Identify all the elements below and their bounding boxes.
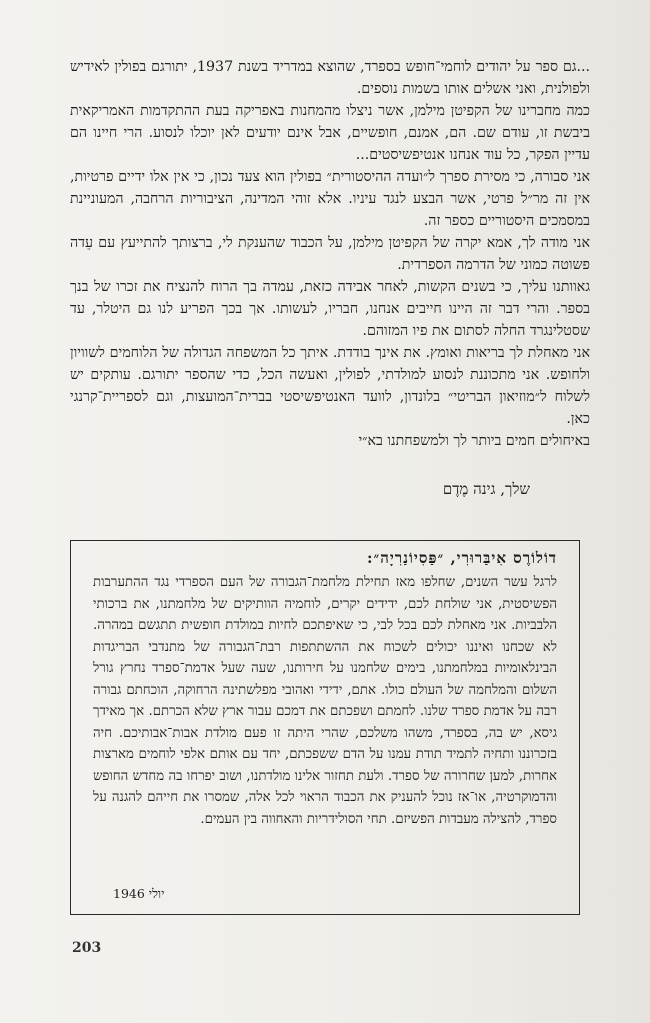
letter-signature: שלך, גינה מֶדֶם bbox=[442, 480, 530, 498]
letter-paragraph-5: גאוותנו עליך, כי בשנים הקשות, לאחר אבידה כזאת, עמדה בך הרוח להנציח את זכרו של בנך בספר. והרי דבר זה היינו חייבים אנחנו, חבריו, לעשותו. אך בכך הפריע לנו גם היטלר, עד שסטלינגרד החלה לסתום את פיו המזוהם. bbox=[70, 279, 590, 339]
quote-box-body: לרגל עשר השנים, שחלפו מאז תחילת מלחמת־הגבורה של העם הספרדי נגד ההתערבות הפשיסטית, אני שולחת לכם, ידידים יקרים, לוחמיה הוותיקים של מלחמתנו, את ברכותי הלבביות. אני מאחלת לכם בכל לבי, כי שאיפתכם לחיות במולדת חופשית תתגשם במהרה. לא שכחנו ואיננו יכולים לשכוח את ההשתתפות רבת־הגבורה של מתנדבי הבריגדות הבינלאומיות במלחמתנו, בימים שלחמנו על חירותנו, שעה שעל אדמת־ספרד נחרץ גורל השלום והמלחמה של העולם כולו. אתם, ידידי ואהובי מפלשתינה הרחוקה, הוכחתם גבורה רבה על אדמת ספרד שלנו. לחמתם ושפכתם את דמכם עבור ארץ שלא הכרתם. אך מאידך גיסא, יש בה, בספרד, משהו משלכם, שהרי היתה זו פעם מולדת אבות־אבותיכם. חיה בזכרוננו ותחיה לתמיד תודת עמנו על הדם ששפכתם, יחד עם אותם אלפי לוחמים מארצות אחרות, למען שחרורה של ספרד. ולעת תחזור אלינו מולדתנו, ושוב יפרחו בה מחדש החופש והדמוקרטיה, או־אז נוכל להעניק את הכבוד הראוי לכל אלה, שמסרו את חייהם להגנה על ספרד, להצילה מעבדות הפשיזם. תחי הסולידריות והאחווה בין העמים. bbox=[93, 575, 558, 827]
letter-paragraph-3: אני סבורה, כי מסירת ספרך ל״ועדה ההיסטורית״ בפולין הוא צעד נכון, כי אין אלו ידיים פרטיות, אין זה מר״ל פרטי, אשר הבצע לנגד עיניו. אלא זוהי המדינה, הציבוריות הרחבה, המעוניינת במסמכים היסטוריים כספר זה. bbox=[70, 169, 590, 229]
quote-box-date: יולי 1946 bbox=[113, 886, 165, 901]
quote-box-title: דוֹלוֹרֶס אִיבַּרוּרִי, ״פַּסִיוֹנַרִיָה״: bbox=[367, 549, 557, 567]
letter-paragraph-2: כמה מחברינו של הקפיטן מילמן, אשר ניצלו מהמחנות באפריקה בעת ההתקדמות האמריקאית ביבשת זו, עודם שם. הם, אמנם, חופשיים, אבל אינם יודעים לאן יוכלו לנסוע. הרי חיינו הם עדיין הפקר, כל עוד אנחנו אנטיפשיסטים... bbox=[70, 103, 590, 163]
letter-paragraph-6: אני מאחלת לך בריאות ואומץ. את אינך בודדת. איתך כל המשפחה הגדולה של הלוחמים לשוויון ולחופש. אני מתכוננת לנסוע למולדתי, לפולין, ואעשה הכל, כדי שהספר יתורגם. עותקים יש לשלוח ל״מוזיאון הבריטי״ בלונדון, לוועד האנטיפשיסטי בברית־המועצות, וגם לספריית־קרנגי כאן. bbox=[70, 345, 590, 427]
letter-paragraph-4: אני מודה לך, אמא יקרה של הקפיטן מילמן, על הכבוד שהענקת לי, ברצותך להתייעץ עם עֵדה פשוטה כמוני של הדרמה הספרדית. bbox=[70, 235, 590, 273]
quote-box bbox=[70, 540, 580, 915]
page-number: 203 bbox=[72, 940, 102, 956]
letter-text bbox=[70, 56, 590, 452]
letter-closing: באיחולים חמים ביותר לך ולמשפחתנו בא״י bbox=[358, 433, 590, 449]
letter-paragraph-1: ...גם ספר על יהודים לוחמי־חופש בספרד, שהוצא במדריד בשנת 1937, יתורגם בפולין לאידיש ולפולנית, ואני אשלים אותו בשמות נוספים. bbox=[70, 59, 590, 97]
